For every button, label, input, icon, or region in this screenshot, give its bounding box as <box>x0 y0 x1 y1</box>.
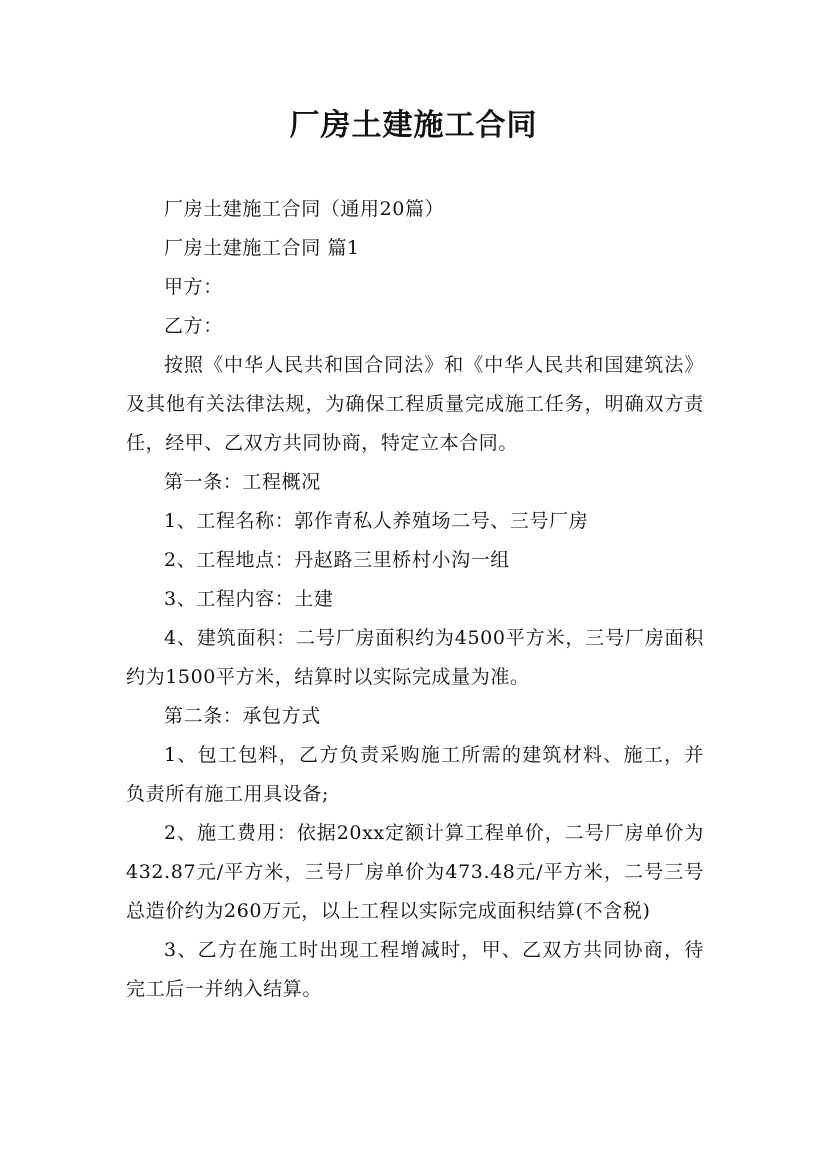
paragraph-project-content: 3、工程内容：土建 <box>164 588 334 610</box>
paragraph-preamble: 按照《中华人民共和国合同法》和《中华人民共和国建筑法》及其他有关法律法规，为确保工程质量完成施工任务，明确双方责任，经甲、乙双方共同协商，特定立本合同。 <box>126 354 704 454</box>
paragraph-section-heading: 厂房土建施工合同 篇1 <box>164 237 360 259</box>
paragraph-article-2-heading: 第二条：承包方式 <box>164 705 321 727</box>
document-title: 厂房土建施工合同 <box>289 108 538 143</box>
paragraph-changes-settlement: 3、乙方在施工时出现工程增减时，甲、乙双方共同协商，待完工后一并纳入结算。 <box>126 939 704 1000</box>
paragraph-contract-labor-materials: 1、包工包料，乙方负责采购施工所需的建筑材料、施工，并负责所有施工用具设备; <box>126 744 704 805</box>
paragraph-party-a: 甲方： <box>164 276 223 298</box>
paragraph-construction-fees: 2、施工费用：依据20xx定额计算工程单价，二号厂房单价为432.87元/平方米，三号厂房单价为473.48元/平方米，二号三号总造价约为260万元，以上工程以实际完成面积结算(不含税) <box>126 822 704 922</box>
paragraph-project-location: 2、工程地点：丹赵路三里桥村小沟一组 <box>164 549 510 571</box>
paragraph-subtitle: 厂房土建施工合同（通用20篇） <box>164 198 445 220</box>
paragraph-building-area: 4、建筑面积：二号厂房面积约为4500平方米，三号厂房面积约为1500平方米，结算时以实际完成量为准。 <box>126 627 704 688</box>
document-body <box>126 190 704 1009</box>
paragraph-party-b: 乙方： <box>164 315 223 337</box>
paragraph-project-name: 1、工程名称：郭作青私人养殖场二号、三号厂房 <box>164 510 589 532</box>
paragraph-article-1-heading: 第一条：工程概况 <box>164 471 321 493</box>
